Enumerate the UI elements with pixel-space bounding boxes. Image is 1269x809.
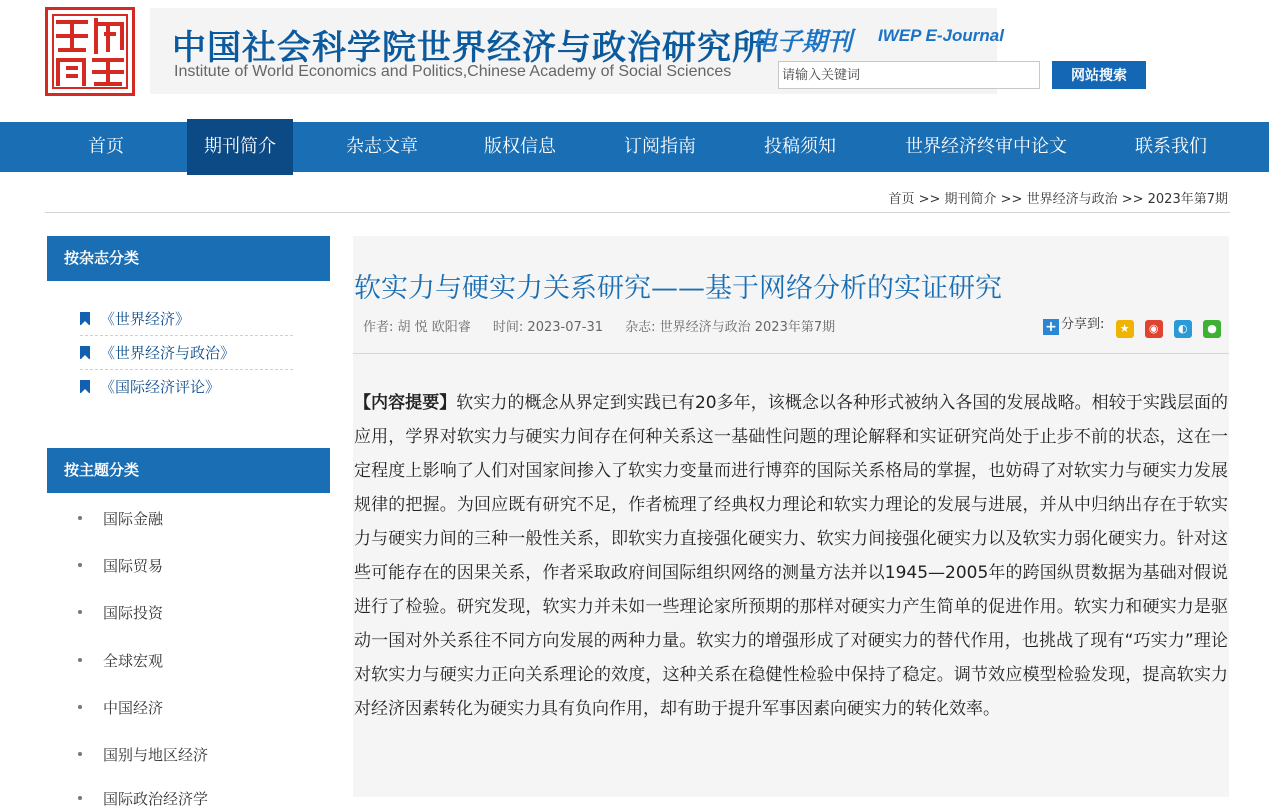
bullet-icon xyxy=(78,610,82,614)
magazine-link-label: 《国际经济评论》 xyxy=(100,378,221,396)
weibo-icon[interactable]: ◉ xyxy=(1145,320,1163,338)
bullet-icon xyxy=(78,658,82,662)
nav-item-home[interactable]: 首页 xyxy=(88,136,124,157)
topic-link[interactable] xyxy=(78,697,163,718)
site-title[interactable]: 中国社会科学院世界经济与政治研究所 xyxy=(172,28,767,68)
nav-item-final-papers[interactable]: 世界经济终审中论文 xyxy=(905,136,1067,157)
nav-item-contact[interactable]: 联系我们 xyxy=(1135,136,1207,157)
nav-item-articles[interactable]: 杂志文章 xyxy=(346,136,418,157)
magazine-link[interactable] xyxy=(80,336,293,370)
search-input[interactable] xyxy=(778,61,1040,89)
nav-item-copyright[interactable]: 版权信息 xyxy=(484,136,556,157)
topic-link-label: 全球宏观 xyxy=(103,652,164,670)
magazine-link[interactable] xyxy=(80,370,293,404)
topic-link-label: 国际投资 xyxy=(103,604,164,622)
topic-link-label: 国际政治经济学 xyxy=(103,790,209,808)
nav-item-submission[interactable]: 投稿须知 xyxy=(764,136,836,157)
topic-link[interactable] xyxy=(78,788,208,809)
article-journal: 杂志: 世界经济与政治 2023年第7期 xyxy=(625,320,836,335)
abstract-text: 软实力的概念从界定到实践已有20多年，该概念以各种形式被纳入各国的发展战略。相较于实践层面的应用，学界对软实力与硬实力间存在何种关系这一基础性问题的理论解释和实证研究尚处于止步不前的状态，这在一定程度上影响了人们对国家间掺入了软实力变量而进行博弈的国际关系格局的掌握，也妨碍了对软实力与硬实力发展规律的把握。为回应既有研究不足，作者梳理了经典权力理论和软实力理论的发展与进展，并从中归纳出存在于软实力与硬实力间的三种一般性关系，即软实力直接强化硬实力、软实力间接强化硬实力以及软实力弱化硬实力。针对这些可能存在的因果关系，作者采取政府间国际组织网络的测量方法并以1945—2005年的跨国纵贯数据为基础对假说进行了检验。研究发现，软实力并未如一些理论家所预期的那样对硬实力产生简单的促进作用。软实力和硬实力是驱动一国对外关系往不同方向发展的两种力量。软实力的增强形成了对硬实力的替代作用，也挑战了现有“巧实力”理论对软实力与硬实力正向关系理论的效度，这种关系在稳健性检验中保持了稳定。调节效应模型检验发现，提高软实力对经济因素转化为硬实力具有负向作用，却有助于提升军事因素向硬实力的转化效率。 xyxy=(354,393,1229,719)
meta-divider xyxy=(353,353,1229,354)
topic-link[interactable] xyxy=(78,555,163,576)
seal-logo[interactable] xyxy=(45,7,135,96)
topic-link[interactable] xyxy=(78,744,208,765)
share-label: 分享到: xyxy=(1061,317,1105,332)
topics-heading: 按主题分类 xyxy=(47,448,330,493)
magazine-link-label: 《世界经济》 xyxy=(100,310,191,328)
ejournal-label: 电子期刊 xyxy=(752,27,853,56)
search-button[interactable]: 网站搜索 xyxy=(1052,61,1146,89)
topic-link[interactable] xyxy=(78,650,163,671)
article-meta xyxy=(363,316,853,335)
share-bar xyxy=(1043,313,1221,338)
site-header xyxy=(0,0,1269,122)
article-panel xyxy=(353,236,1229,797)
bookmark-icon xyxy=(80,380,90,393)
topic-link-label: 国际金融 xyxy=(103,510,164,528)
divider xyxy=(45,212,1230,213)
article-abstract xyxy=(354,386,1228,726)
magazine-link[interactable] xyxy=(80,302,293,336)
article-author: 作者: 胡 悦 欧阳睿 xyxy=(363,320,471,335)
abstract-label: 【内容提要】 xyxy=(354,393,457,413)
topic-link-label: 国际贸易 xyxy=(103,557,164,575)
topic-link-label: 国别与地区经济 xyxy=(103,746,209,764)
topic-link-label: 中国经济 xyxy=(103,699,164,717)
bookmark-icon xyxy=(80,312,90,325)
nav-item-journal-intro[interactable]: 期刊简介 xyxy=(187,119,293,175)
magazine-link-label: 《世界经济与政治》 xyxy=(100,344,236,362)
article-date: 时间: 2023-07-31 xyxy=(492,320,603,335)
tencent-weibo-icon[interactable]: ◐ xyxy=(1174,320,1192,338)
main-nav xyxy=(0,122,1269,172)
nav-item-subscription[interactable]: 订阅指南 xyxy=(624,136,696,157)
site-title-english: Institute of World Economics and Politics,Chinese Academy of Social Sciences xyxy=(174,63,732,80)
seal-logo-glyphs xyxy=(48,10,132,93)
bullet-icon xyxy=(78,705,82,709)
ejournal-label-english: IWEP E-Journal xyxy=(878,26,1004,45)
share-plus-icon[interactable]: + xyxy=(1043,319,1059,335)
qzone-icon[interactable]: ★ xyxy=(1116,320,1134,338)
bullet-icon xyxy=(78,516,82,520)
bookmark-icon xyxy=(80,346,90,359)
wechat-icon[interactable]: ● xyxy=(1203,320,1221,338)
breadcrumb[interactable]: 首页 >> 期刊简介 >> 世界经济与政治 >> 2023年第7期 xyxy=(888,192,1228,207)
topic-link[interactable] xyxy=(78,602,163,623)
topic-link[interactable] xyxy=(78,508,163,529)
magazines-heading: 按杂志分类 xyxy=(47,236,330,281)
bullet-icon xyxy=(78,563,82,567)
bullet-icon xyxy=(78,752,82,756)
article-title: 软实力与硬实力关系研究——基于网络分析的实证研究 xyxy=(354,273,1002,304)
